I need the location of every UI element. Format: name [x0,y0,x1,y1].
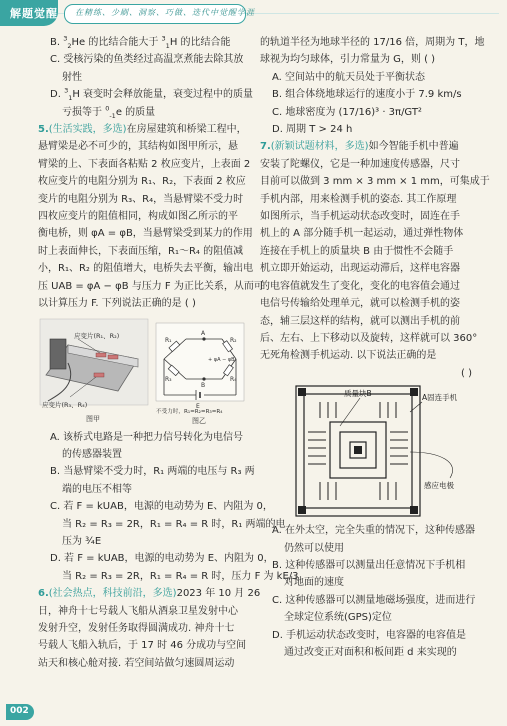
option-line: 亏损等于 $^0_{-1}$e 的质量 [62,104,156,120]
question-line: 臂梁的上、下表面各粘贴 2 枚应变片，上表面 2 [38,158,251,170]
sensing-electrode-label: 感应电极 [424,481,454,491]
question-line: 无死角检测手机运动. 以下说法正确的是 [260,350,437,362]
option-line: 仍然可以使用 [284,542,344,554]
question-line: 机立即开始运动，出现运动滞后，这样电容器 [260,263,460,275]
question-line: 发射升空，发射任务取得圆满成功. 神舟十七 [38,622,235,634]
page-number-badge [6,704,34,720]
strain-gauge-label-bottom: 应变片(R₃、R₄) [42,400,88,409]
question-line: 号载人飞船入轨后，于 17 时 46 分成功与空间 [38,640,247,652]
node-b [202,377,205,380]
fixed-part-label: A固连手机 [422,393,458,403]
question-line: 电信号传输给处理单元，就可以检测手机的姿 [260,298,460,310]
strain-gauge-label-top: 应变片(R₁、R₂) [74,331,120,340]
anchor-pads [298,388,418,514]
node-a-label: A [201,329,206,337]
option-line: A. 该桥式电路是一种把力信号转化为电信号 [50,431,244,443]
question-line: 安装了陀螺仪，它是一种加速度传感器，尺寸 [260,158,460,170]
figure-7 [260,382,492,522]
question-tag: (社会热点，科技前沿，多选) [48,588,177,600]
mass-block-label: 质量块B [344,389,372,399]
question-line: 连接在手机上的质量块 B 由于惯性不会随手 [260,245,454,257]
question-7-first-line: 7.(新颖试题材料，多选)如今智能手机中普遍 [260,141,459,153]
option-line: A. 在外太空，完全失重的情况下，这种传感器 [272,525,476,537]
option-line: C. 受核污染的鱼类经过高温烹煮能去除其放 [50,54,244,66]
node-b-label: B [201,381,206,389]
question-number: 7. [260,141,271,153]
option-line: 压为 ¾E [62,535,102,547]
question-line: 手机内部，用来检测手机的姿态. 其工作原理 [260,193,457,205]
option-line: B. 组合体绕地球运行的速度小于 7.9 km/s [272,89,462,101]
question-line: 枚应变片的电阻分别为 R₁、R₂，下表面 2 枚应 [38,176,246,188]
r2-label: R₂ [230,336,237,344]
option-line: D. 周期 T > 24 h [272,124,353,136]
question-5-first-line: 5.(生活实践，多选)在房屋建筑和桥梁工程中， [38,124,247,136]
question-line: 时上表面伸长，下表面压缩，R₁～R₄ 的阻值减 [38,245,244,257]
question-6-first-line: 6.(社会热点，科技前沿，多选)2023 年 10 月 26 [38,588,261,600]
question-line: 目前可以做到 3 mm × 3 mm × 1 mm，可集成于 [260,176,490,188]
header-slogan-text: 在精练、少刷、洞察、巧做、迭代中觉醒学涯 [75,8,255,17]
question-line: 变片的电阻分别为 R₃、R₄，当悬臂梁不受力时 [38,193,244,205]
option-line: B. 这种传感器可以测量出任意情况下手机相 [272,559,466,571]
r3-label: R₃ [165,375,172,383]
figure-jia-caption: 图甲 [86,414,100,423]
header-tab-label: 解题觉醒 [10,7,58,20]
figure-yi-caption: 图乙 [192,416,206,425]
question-line: 的轨道半径为地球半径的 17/16 倍，周期为 T，地 [260,37,485,48]
question-tag: (新颖试题材料，多选) [270,141,369,153]
option-line: 对地面的速度 [284,577,344,589]
question-line: 机上的 A 部分随手机一起运动，通过弹性物体 [260,228,464,240]
question-line: 衡电桥，则 φA = φB，当悬臂梁受到某力的作用 [38,228,253,240]
left-column [38,34,299,672]
question-line: 日，神舟十七号载人飞船从酒泉卫星发射中心 [38,605,238,617]
right-column [260,34,492,661]
option-line: 的传感器装置 [62,448,122,460]
figure-5 [38,315,250,427]
page-number: 002 [10,706,29,716]
option-line: B. $^3_2$He 的比结合能大于 $^3_1$H 的比结合能 [50,34,231,50]
question-line: 压 UAB = φA − φB 与压力 F 为正比关系，从而可 [38,280,264,292]
question-tag: (生活实践，多选) [48,124,127,136]
question-line: 站天和核心舱对接. 若空间站做匀速圆周运动 [38,657,235,669]
question-line: 如图所示，当手机运动状态改变时，固连在手 [260,211,460,223]
option-line: 通过改变正对面积和板间距 d 来实现的 [284,646,457,658]
option-line: C. 这种传感器可以测量地磁场强度，进而进行 [272,594,476,606]
figure-yi-note: 不受力时，R₁=R₂=R₃=R₄ [156,408,223,415]
r4-label: R₄ [230,375,237,383]
question-line: 后、左右、上下移动以及旋转，这样就可以 360° [260,332,478,344]
node-a [202,337,205,340]
option-line: B. 当悬臂梁不受力时，R₁ 两端的电压与 R₃ 两 [50,466,255,478]
option-line: D. 若 F = kUAB，电源的电动势为 E、内阻为 0， [50,553,274,565]
question-line: 四枚应变片的阻值相同，构成如图乙所示的平 [38,211,238,223]
gyroscope-figure [260,382,492,522]
question-number: 6. [38,588,49,600]
option-line: 当 R₂ = R₃ = 2R，R₁ = R₄ = R 时，压力 F 为 kE/3 [62,570,299,582]
figure-5-svg [38,315,250,427]
output-voltage-label: + φA − φB [208,356,235,363]
option-line: D. 手机运动状态改变时，电容器的电容值是 [272,629,467,641]
question-line: 的电容值就发生了变化，变化的电容值会通过 [260,280,460,292]
option-line: C. 地球密度为 (17/16)³ · 3π/GT² [272,106,422,118]
option-line: A. 空间站中的航天员处于平衡状态 [272,71,426,83]
option-line: 射性 [62,71,82,83]
r1-label: R₁ [165,336,172,344]
source-label: E [196,402,200,410]
header-tab [0,0,58,26]
answer-bracket: ( ) [461,367,472,379]
header-slogan [64,4,255,24]
question-line: 球视为均匀球体，引力常量为 G，则 ( ) [260,54,436,66]
question-line: 态，辅三层这样的结构，就可以测出手机的前 [260,315,460,327]
option-line: D. $^3_1$H 衰变时会释放能量，衰变过程中的质量 [50,86,254,103]
option-line: 端的电压不相等 [62,483,132,495]
option-line: C. 若 F = kUAB，电源的电动势为 E、内阻为 0， [50,501,273,513]
question-line: 小，R₁、R₂ 的阻值增大，电桥失去平衡，输出电 [38,263,254,275]
question-line: 悬臂梁是必不可少的，其结构如图甲所示，悬 [38,141,238,153]
option-line: 当 R₂ = R₃ = 2R，R₁ = R₄ = R 时，R₁ 两端的电 [62,518,286,530]
question-number: 5. [38,124,49,136]
question-line: 以计算压力 F. 下列说法正确的是 ( ) [38,298,196,310]
option-line: 全球定位系统(GPS)定位 [284,612,392,624]
